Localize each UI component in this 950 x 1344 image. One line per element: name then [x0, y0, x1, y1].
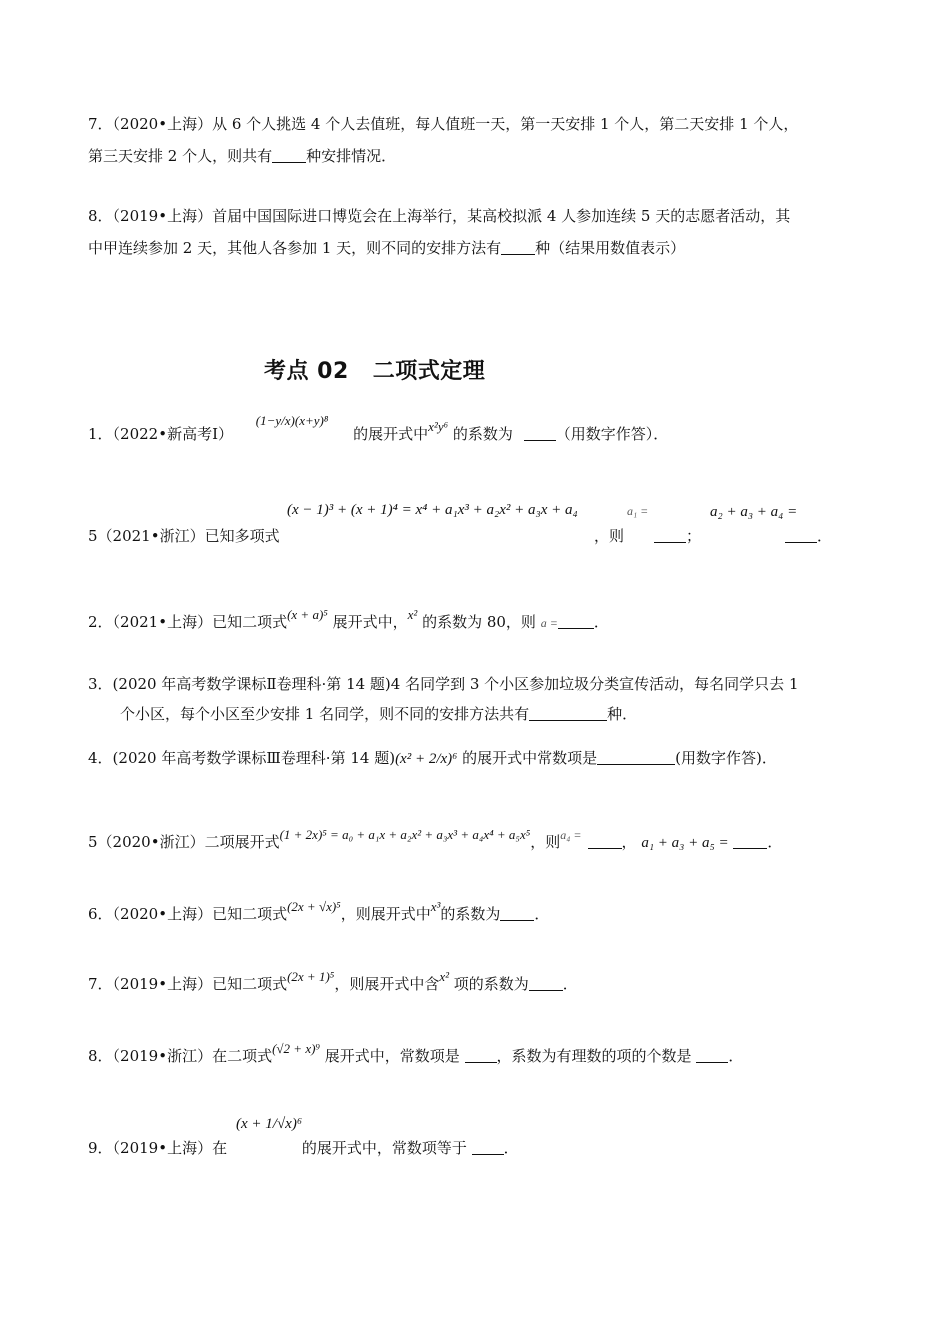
problem-5a — [88, 526, 280, 546]
problem-8b-formula: (√2 + x)⁹ — [272, 1041, 320, 1056]
problem-9 — [88, 1138, 519, 1158]
problem-5a-var1: a₁ = — [627, 504, 649, 518]
problem-2-mid: 展开式中， — [332, 613, 408, 631]
problem-5b-var2: a₁ + a₃ + a₅ = — [641, 835, 729, 851]
answer-blank[interactable] — [472, 1140, 504, 1155]
problem-3-line1: 3．(2020 年高考数学课标Ⅱ卷理科·第 14 题)4 名同学到 3 个小区参加垃圾分类宣传活动，每名同学只去 1 — [88, 675, 799, 693]
answer-blank[interactable] — [529, 706, 607, 721]
problem-4-formula: (x² + 2/x)⁶ — [395, 751, 458, 767]
answer-blank[interactable] — [733, 834, 767, 849]
problem-2-end: ． — [593, 613, 609, 631]
problem-5b-mid: ，则 — [530, 833, 561, 851]
answer-blank[interactable] — [654, 528, 686, 543]
problem-9-end: ． — [503, 1139, 519, 1157]
problem-5a-mid: ，则 — [594, 527, 625, 545]
problem-3-line2 — [120, 704, 637, 724]
problem-7b — [88, 969, 578, 995]
problem-7b-end: ． — [562, 975, 578, 993]
problem-8b-end: ． — [728, 1047, 744, 1065]
problem-6 — [88, 899, 550, 925]
problem-8-text-b: 种（结果用数值表示） — [535, 239, 686, 257]
problem-3-text-b: 种． — [607, 705, 638, 723]
section-name: 二项式定理 — [372, 359, 486, 384]
answer-blank[interactable] — [558, 614, 594, 629]
problem-9-prefix: 9．（2019•上海）在 — [88, 1139, 228, 1157]
problem-8-text-a: 中甲连续参加 2 天，其他人各参加 1 天，则不同的安排方法有 — [88, 239, 502, 257]
problem-7-text-b: 种安排情况． — [306, 147, 397, 165]
problem-2-var: a = — [540, 616, 558, 630]
problem-6-formula: (2x + √x)⁵ — [287, 899, 341, 914]
problem-5b-var1: a₄ = — [560, 828, 582, 842]
problem-2-suffix: 的系数为 80，则 — [422, 613, 536, 631]
problem-4-prefix: 4．(2020 年高考数学课标Ⅲ卷理科·第 14 题) — [88, 749, 396, 767]
problem-9-formula: (x + 1/√x)⁶ — [236, 1116, 303, 1132]
answer-blank[interactable] — [597, 750, 675, 765]
section-code: 考点 02 — [264, 359, 349, 384]
problem-2-prefix: 2．（2021•上海）已知二项式 — [88, 613, 288, 631]
problem-8b — [88, 1041, 744, 1067]
problem-5b-prefix: 5（2020•浙江）二项展开式 — [88, 833, 280, 851]
problem-6-end: ． — [534, 905, 550, 923]
problem-5a-answers — [594, 526, 832, 546]
problem-6-suffix: 的系数为 — [440, 905, 501, 923]
problem-1 — [88, 413, 669, 445]
problem-5a-var2: a₂ + a₃ + a₄ = — [710, 504, 798, 520]
problem-8-line2 — [88, 238, 685, 258]
problem-6-term: x³ — [430, 899, 441, 914]
answer-blank[interactable] — [500, 906, 534, 921]
problem-5b-sep: ， — [621, 833, 637, 851]
problem-7b-formula: (2x + 1)⁵ — [287, 969, 335, 984]
problem-8b-mid: 展开式中，常数项是 — [324, 1047, 460, 1065]
problem-5a-formula: (x − 1)³ + (x + 1)⁴ = x⁴ + a₁x³ + a₂x² + a₃x + a₄ — [287, 502, 578, 518]
problem-7b-mid: ，则展开式中含 — [334, 975, 440, 993]
answer-blank[interactable] — [524, 426, 556, 441]
problem-5a-sep: ； — [686, 527, 702, 545]
problem-1-term: x²y⁶ — [428, 419, 449, 434]
problem-7-text-a: 第三天安排 2 个人，则共有 — [88, 147, 273, 165]
problem-5b — [88, 827, 783, 853]
problem-7b-prefix: 7．（2019•上海）已知二项式 — [88, 975, 288, 993]
problem-2-term: x² — [407, 607, 418, 622]
problem-7-line2 — [88, 146, 396, 166]
problem-1-suffix: 的系数为 — [452, 425, 513, 443]
problem-7b-term: x² — [439, 969, 449, 984]
answer-blank[interactable] — [272, 148, 306, 163]
problem-5b-formula: (1 + 2x)⁵ = a₀ + a₁x + a₂x² + a₃x³ + a₄x⁴ + a₅x⁵ — [279, 827, 531, 842]
problem-7-line1: 7．（2020•上海）从 6 个人挑选 4 个人去值班，每人值班一天，第一天安排 1 个人，第二天安排 1 个人， — [88, 115, 799, 133]
problem-5b-end: ． — [767, 833, 783, 851]
problem-4-mid: 的展开式中常数项是 — [462, 749, 598, 767]
answer-blank[interactable] — [588, 834, 622, 849]
problem-1-mid: 的展开式中 — [353, 425, 429, 443]
problem-6-mid: ，则展开式中 — [340, 905, 431, 923]
problem-8b-prefix: 8．（2019•浙江）在二项式 — [88, 1047, 273, 1065]
answer-blank[interactable] — [785, 528, 817, 543]
problem-3-text-a: 个小区，每个小区至少安排 1 名同学，则不同的安排方法共有 — [120, 705, 530, 723]
problem-5a-end: ． — [817, 527, 833, 545]
problem-1-tail: （用数字作答）． — [555, 425, 669, 443]
problem-6-prefix: 6．（2020•上海）已知二项式 — [88, 905, 288, 923]
problem-1-formula: (1−y/x)(x+y)⁸ — [255, 413, 329, 428]
problem-7b-suffix: 项的系数为 — [453, 975, 529, 993]
section-title — [264, 354, 485, 385]
answer-blank[interactable] — [465, 1048, 497, 1063]
problem-4 — [88, 748, 777, 769]
problem-4-tail: (用数字作答)． — [675, 749, 777, 767]
problem-2 — [88, 607, 609, 633]
problem-2-formula: (x + a)⁵ — [287, 607, 328, 622]
problem-5a-prefix: 5（2021•浙江）已知多项式 — [88, 527, 280, 545]
answer-blank[interactable] — [529, 976, 563, 991]
answer-blank[interactable] — [501, 240, 535, 255]
answer-blank[interactable] — [696, 1048, 728, 1063]
problem-9-mid: 的展开式中，常数项等于 — [301, 1139, 467, 1157]
problem-8b-mid2: ，系数为有理数的项的个数是 — [496, 1047, 692, 1065]
problem-1-prefix: 1．（2022•新高考Ⅰ） — [88, 425, 233, 443]
problem-8-line1: 8．（2019•上海）首届中国国际进口博览会在上海举行，某高校拟派 4 人参加连续 5 天的志愿者活动，其 — [88, 207, 791, 225]
